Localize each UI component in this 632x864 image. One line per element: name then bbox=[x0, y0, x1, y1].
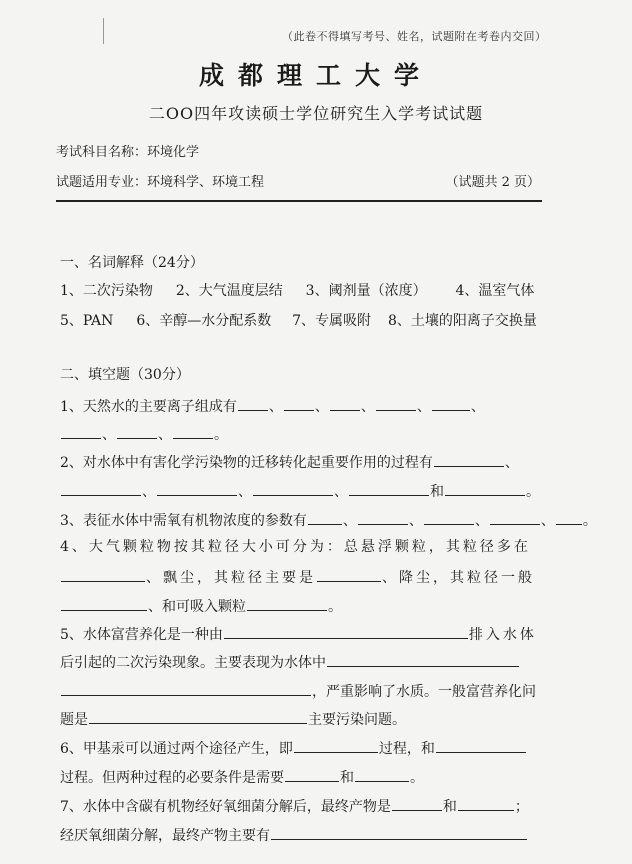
answer-blank[interactable] bbox=[61, 567, 145, 582]
question-1-line-2: 、 、 。 bbox=[60, 424, 228, 444]
question-4-text: 4、大气颗粒物按其粒径大小可分为：总悬浮颗粒，其粒径多在 bbox=[60, 539, 531, 555]
margin-mark bbox=[103, 18, 104, 44]
question-5-line-2: 后引起的二次污染现象。主要表现为水体中 bbox=[60, 652, 520, 672]
question-1-text: 1、天然水的主要离子组成有 bbox=[60, 399, 237, 415]
question-2-line-1: 2、对水体中有害化学污染物的迁移转化起重要作用的过程有 、 bbox=[60, 452, 519, 472]
answer-blank[interactable] bbox=[271, 825, 527, 840]
header-note: （此卷不得填写考号、姓名，试题附在考卷内交回） bbox=[282, 30, 547, 43]
answer-blank[interactable] bbox=[284, 396, 314, 411]
question-7-line-1: 7、水体中含碳有机物经好氧细菌分解后，最终产物是 和 ； bbox=[60, 796, 529, 816]
answer-blank[interactable] bbox=[294, 738, 378, 753]
answer-blank[interactable] bbox=[89, 709, 307, 724]
answer-blank[interactable] bbox=[117, 424, 157, 439]
answer-blank[interactable] bbox=[61, 681, 311, 696]
term-4: 4、温室气体 bbox=[455, 283, 535, 299]
question-6-text: 6、甲基汞可以通过两个途径产生，即 bbox=[60, 741, 293, 757]
answer-blank[interactable] bbox=[61, 596, 147, 611]
term-5: 5、PAN bbox=[60, 313, 114, 329]
question-4-line-2: 、飘尘，其粒径主要是 、降尘，其粒径一般 bbox=[60, 567, 535, 587]
term-8: 8、土壤的阳离子交换量 bbox=[387, 313, 537, 329]
subject-name: 考试科目名称：环境化学 bbox=[56, 145, 200, 160]
header-rule bbox=[56, 200, 542, 202]
answer-blank[interactable] bbox=[224, 624, 468, 639]
university-title: 成都理工大学 bbox=[198, 61, 433, 90]
question-3-line-1: 3、表征水体中需氧有机物浓度的参数有 、 、 、 、 。 bbox=[60, 510, 597, 530]
answer-blank[interactable] bbox=[445, 481, 525, 496]
question-6-line-2: 过程。但两种过程的必要条件是需要 和 。 bbox=[60, 767, 424, 787]
question-5-text: 5、水体富营养化是一种由 bbox=[60, 627, 223, 643]
term-2: 2、大气温度层结 bbox=[175, 283, 283, 299]
term-6: 6、辛醇—水分配系数 bbox=[136, 313, 272, 329]
question-4-line-3: 、和可吸入颗粒 。 bbox=[60, 596, 342, 616]
term-7: 7、专属吸附 bbox=[292, 313, 372, 329]
answer-blank[interactable] bbox=[253, 481, 333, 496]
question-2-line-2: 、 、 、 和 。 bbox=[60, 481, 540, 501]
terms-row-1 bbox=[60, 282, 534, 300]
answer-blank[interactable] bbox=[432, 396, 470, 411]
term-3: 3、阈剂量（浓度） bbox=[305, 283, 427, 299]
applicable-majors: 试题适用专业：环境科学、环境工程 bbox=[56, 175, 265, 190]
question-4-line-1 bbox=[60, 538, 531, 556]
question-1-line-1: 1、天然水的主要离子组成有 、 、 、 、 、 bbox=[60, 396, 485, 416]
answer-blank[interactable] bbox=[173, 424, 213, 439]
answer-blank[interactable] bbox=[247, 596, 327, 611]
section2-title: 二、填空题（30分） bbox=[60, 367, 190, 383]
answer-blank[interactable] bbox=[556, 510, 582, 525]
answer-blank[interactable] bbox=[434, 452, 504, 467]
answer-blank[interactable] bbox=[376, 396, 416, 411]
answer-blank[interactable] bbox=[61, 424, 101, 439]
page-count: （试题共 2 页） bbox=[445, 175, 540, 190]
section1-title: 一、名词解释（24分） bbox=[60, 255, 204, 271]
answer-blank[interactable] bbox=[330, 396, 360, 411]
answer-blank[interactable] bbox=[424, 510, 474, 525]
answer-blank[interactable] bbox=[327, 652, 519, 667]
answer-blank[interactable] bbox=[355, 767, 409, 782]
question-2-text: 2、对水体中有害化学污染物的迁移转化起重要作用的过程有 bbox=[60, 455, 433, 471]
terms-row-2 bbox=[60, 312, 537, 330]
term-1: 1、二次污染物 bbox=[60, 283, 153, 299]
answer-blank[interactable] bbox=[317, 567, 381, 582]
exam-title: 二OO四年攻读硕士学位研究生入学考试试题 bbox=[148, 104, 484, 123]
answer-blank[interactable] bbox=[458, 796, 514, 811]
answer-blank[interactable] bbox=[358, 510, 408, 525]
question-5-line-4: 题是 主要污染问题。 bbox=[60, 709, 406, 729]
answer-blank[interactable] bbox=[308, 510, 342, 525]
question-7-text: 7、水体中含碳有机物经好氧细菌分解后，最终产物是 bbox=[60, 799, 391, 815]
answer-blank[interactable] bbox=[490, 510, 540, 525]
question-3-text: 3、表征水体中需氧有机物浓度的参数有 bbox=[60, 513, 307, 529]
question-5-line-3: ，严重影响了水质。一般富营养化问 bbox=[60, 681, 536, 701]
answer-blank[interactable] bbox=[61, 481, 141, 496]
answer-blank[interactable] bbox=[349, 481, 429, 496]
answer-blank[interactable] bbox=[285, 767, 339, 782]
answer-blank[interactable] bbox=[238, 396, 268, 411]
question-7-line-2: 经厌氧细菌分解，最终产物主要有 bbox=[60, 825, 528, 845]
question-6-line-1: 6、甲基汞可以通过两个途径产生，即 过程，和 bbox=[60, 738, 527, 758]
answer-blank[interactable] bbox=[436, 738, 526, 753]
question-5-line-1: 5、水体富营养化是一种由 排入水体 bbox=[60, 624, 537, 644]
answer-blank[interactable] bbox=[157, 481, 237, 496]
answer-blank[interactable] bbox=[392, 796, 442, 811]
